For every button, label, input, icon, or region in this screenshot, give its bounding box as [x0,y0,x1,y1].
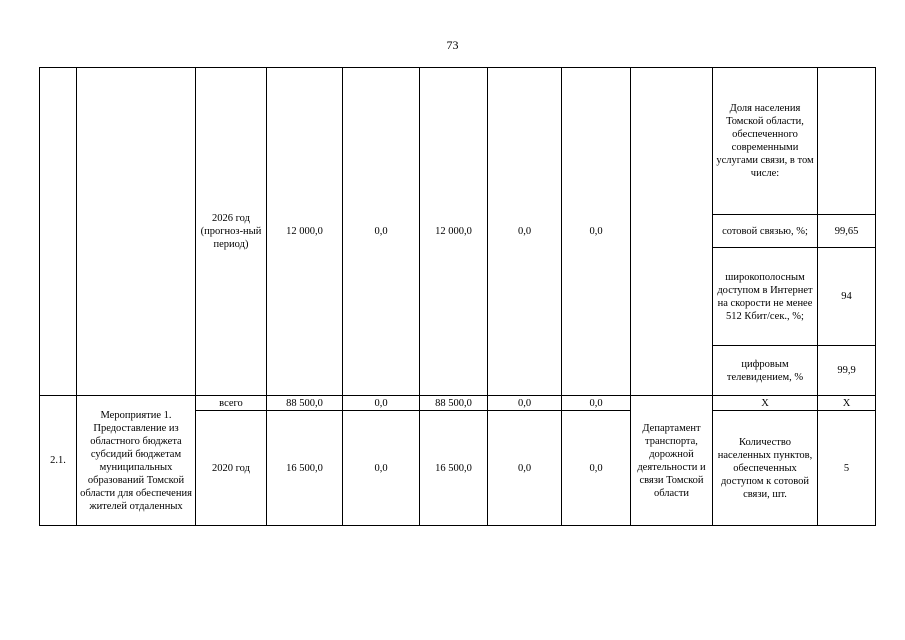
value-cell: 99,65 [818,215,876,248]
indicator-cell: Доля населения Томской области, обеспеченного современными услугами связи, в том числе: [713,68,818,215]
total-cell: 88 500,0 [267,396,343,411]
other-cell: 0,0 [562,411,631,526]
federal-cell: 0,0 [343,396,420,411]
regional-cell: 12 000,0 [420,68,488,396]
table-row [40,68,876,215]
page-number: 73 [446,38,459,52]
indicator-cell: сотовой связью, %; [713,215,818,248]
value-cell: 94 [818,248,876,346]
local-cell: 0,0 [488,411,562,526]
indicator-cell: Х [713,396,818,411]
department-cell: Департамент транспорта, дорожной деятельности и связи Томской области [631,396,713,526]
total-cell: 12 000,0 [267,68,343,396]
period-cell: 2020 год [196,411,267,526]
regional-cell: 16 500,0 [420,411,488,526]
regional-cell: 88 500,0 [420,396,488,411]
other-cell: 0,0 [562,396,631,411]
value-cell-empty [818,68,876,215]
local-cell: 0,0 [488,68,562,396]
measure-name: Мероприятие 1. Предоставление из областного бюджета субсидий бюджетам муниципальных образований Томской области для обеспечения жителей отдаленных [77,396,196,526]
local-cell: 0,0 [488,396,562,411]
period-cell: всего [196,396,267,411]
value-cell: 99,9 [818,346,876,396]
federal-cell: 0,0 [343,411,420,526]
department-cell-empty [631,68,713,396]
other-cell: 0,0 [562,68,631,396]
table-row [40,396,876,411]
total-cell: 16 500,0 [267,411,343,526]
name-cell-empty [77,68,196,396]
federal-cell: 0,0 [343,68,420,396]
indicator-cell: Количество населенных пунктов, обеспеченных доступом к сотовой связи, шт. [713,411,818,526]
indicator-cell: цифровым телевидением, % [713,346,818,396]
indicator-cell: широкополосным доступом в Интернет на скорости не менее 512 Кбит/сек., %; [713,248,818,346]
period-cell: 2026 год (прогноз-ный период) [196,68,267,396]
measure-number: 2.1. [40,396,77,526]
value-cell: 5 [818,411,876,526]
value-cell: Х [818,396,876,411]
number-cell-empty [40,68,77,396]
program-table [39,67,876,526]
